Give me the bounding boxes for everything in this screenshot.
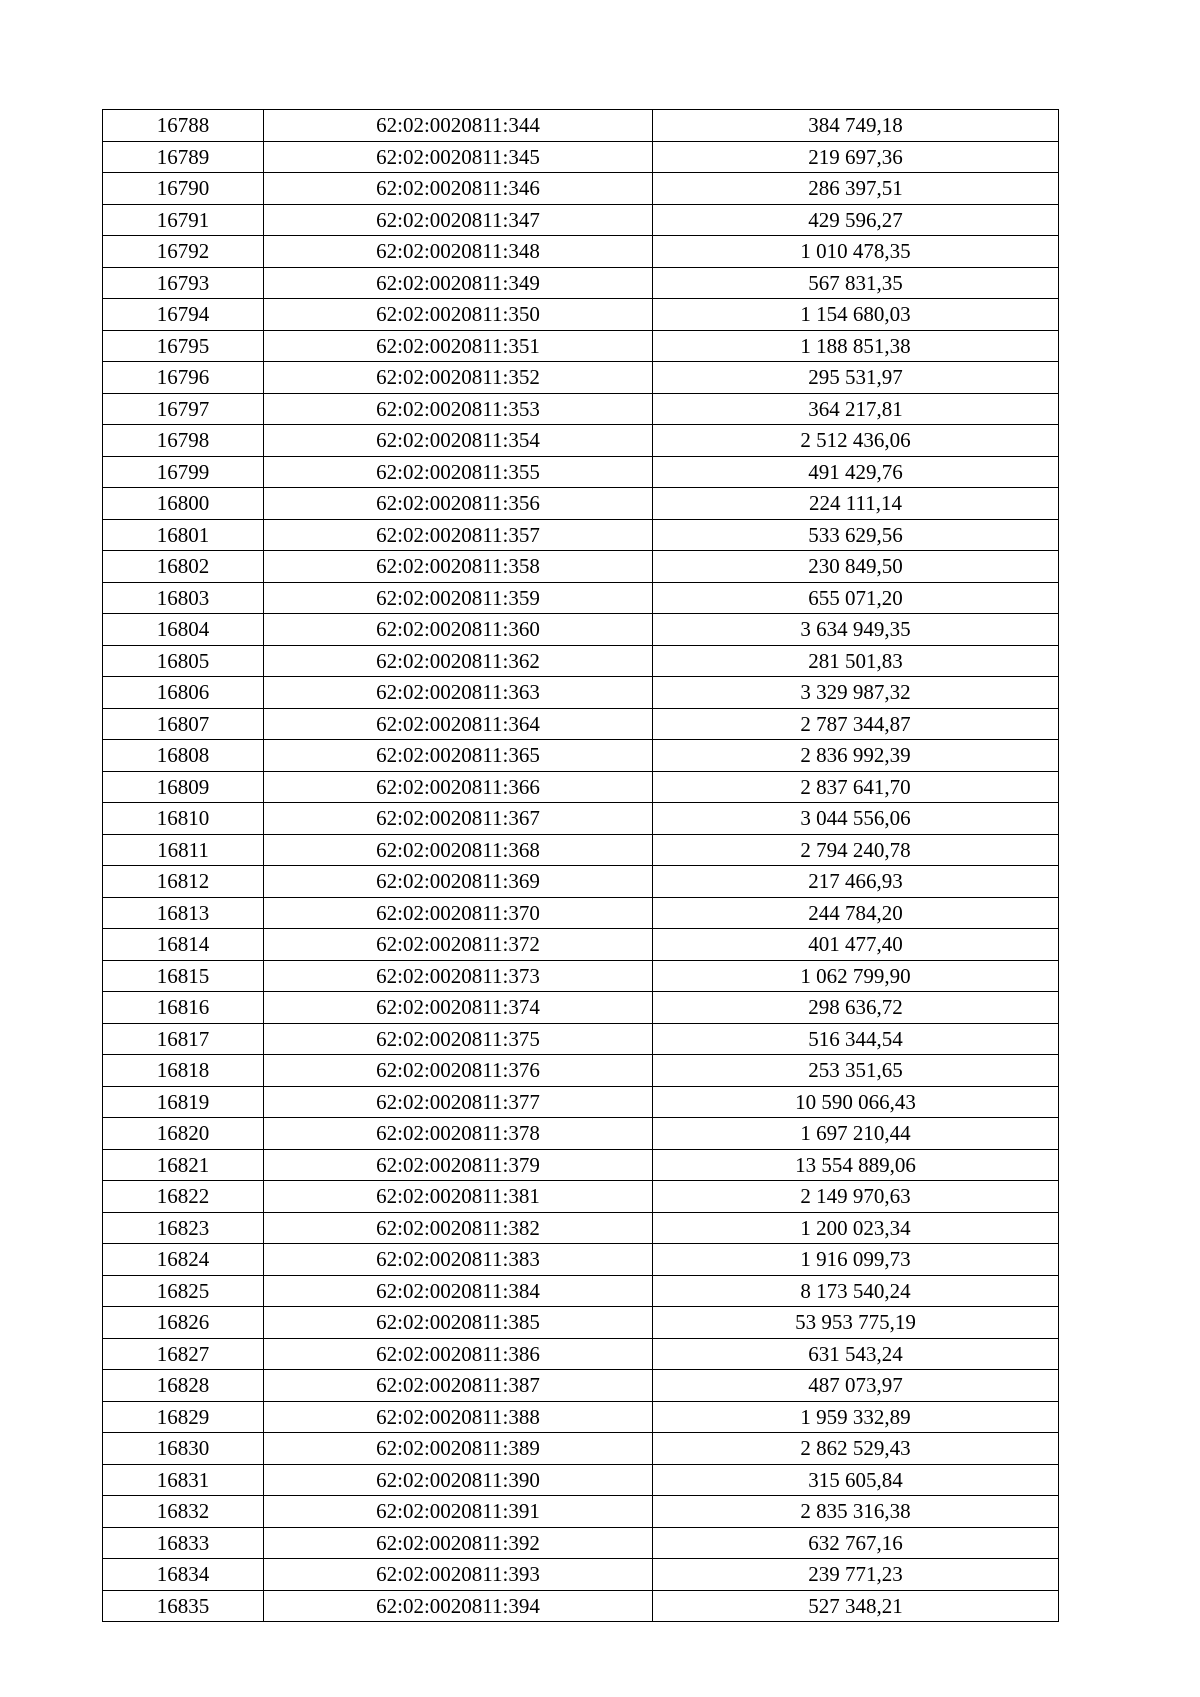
row-number-cell: 16791 [103,204,264,236]
cadastral-value-cell: 632 767,16 [653,1527,1059,1559]
cadastral-value-cell: 1 697 210,44 [653,1118,1059,1150]
cadastral-value-cell: 527 348,21 [653,1590,1059,1622]
table-row [103,1559,1059,1591]
row-number-cell: 16828 [103,1370,264,1402]
cadastral-number-cell: 62:02:0020811:383 [264,1244,653,1276]
row-number-cell: 16809 [103,771,264,803]
table-row [103,425,1059,457]
cadastral-number-cell: 62:02:0020811:354 [264,425,653,457]
cadastral-value-cell: 1 188 851,38 [653,330,1059,362]
cadastral-value-cell: 2 787 344,87 [653,708,1059,740]
cadastral-value-cell: 224 111,14 [653,488,1059,520]
row-number-cell: 16823 [103,1212,264,1244]
table-row [103,1181,1059,1213]
table-row [103,1527,1059,1559]
table-row [103,362,1059,394]
cadastral-value-cell: 315 605,84 [653,1464,1059,1496]
cadastral-value-cell: 3 329 987,32 [653,677,1059,709]
row-number-cell: 16799 [103,456,264,488]
row-number-cell: 16806 [103,677,264,709]
row-number-cell: 16833 [103,1527,264,1559]
cadastral-value-cell: 8 173 540,24 [653,1275,1059,1307]
table-row [103,551,1059,583]
cadastral-value-cell: 1 200 023,34 [653,1212,1059,1244]
cadastral-value-cell: 2 835 316,38 [653,1496,1059,1528]
row-number-cell: 16811 [103,834,264,866]
table-row [103,582,1059,614]
row-number-cell: 16829 [103,1401,264,1433]
cadastral-number-cell: 62:02:0020811:379 [264,1149,653,1181]
cadastral-number-cell: 62:02:0020811:372 [264,929,653,961]
cadastral-number-cell: 62:02:0020811:390 [264,1464,653,1496]
cadastral-value-cell: 239 771,23 [653,1559,1059,1591]
row-number-cell: 16793 [103,267,264,299]
cadastral-number-cell: 62:02:0020811:356 [264,488,653,520]
table-row [103,740,1059,772]
cadastral-number-cell: 62:02:0020811:389 [264,1433,653,1465]
cadastral-number-cell: 62:02:0020811:385 [264,1307,653,1339]
row-number-cell: 16796 [103,362,264,394]
cadastral-number-cell: 62:02:0020811:365 [264,740,653,772]
cadastral-value-cell: 491 429,76 [653,456,1059,488]
cadastral-number-cell: 62:02:0020811:375 [264,1023,653,1055]
cadastral-number-cell: 62:02:0020811:353 [264,393,653,425]
cadastral-number-cell: 62:02:0020811:347 [264,204,653,236]
cadastral-number-cell: 62:02:0020811:386 [264,1338,653,1370]
cadastral-number-cell: 62:02:0020811:387 [264,1370,653,1402]
row-number-cell: 16792 [103,236,264,268]
cadastral-number-cell: 62:02:0020811:367 [264,803,653,835]
row-number-cell: 16832 [103,1496,264,1528]
cadastral-number-cell: 62:02:0020811:357 [264,519,653,551]
row-number-cell: 16814 [103,929,264,961]
cadastral-number-cell: 62:02:0020811:376 [264,1055,653,1087]
cadastral-value-cell: 3 044 556,06 [653,803,1059,835]
row-number-cell: 16807 [103,708,264,740]
cadastral-value-cell: 1 959 332,89 [653,1401,1059,1433]
cadastral-value-cell: 631 543,24 [653,1338,1059,1370]
cadastral-number-cell: 62:02:0020811:373 [264,960,653,992]
table-row [103,645,1059,677]
row-number-cell: 16818 [103,1055,264,1087]
row-number-cell: 16815 [103,960,264,992]
cadastral-value-table [102,109,1059,1622]
table-body [103,110,1059,1622]
table-row [103,614,1059,646]
cadastral-value-cell: 2 149 970,63 [653,1181,1059,1213]
cadastral-number-cell: 62:02:0020811:348 [264,236,653,268]
cadastral-value-cell: 1 154 680,03 [653,299,1059,331]
table-row [103,1401,1059,1433]
cadastral-value-cell: 2 794 240,78 [653,834,1059,866]
cadastral-number-cell: 62:02:0020811:363 [264,677,653,709]
cadastral-number-cell: 62:02:0020811:346 [264,173,653,205]
cadastral-value-cell: 1 062 799,90 [653,960,1059,992]
cadastral-value-cell: 230 849,50 [653,551,1059,583]
row-number-cell: 16820 [103,1118,264,1150]
table-row [103,1590,1059,1622]
row-number-cell: 16824 [103,1244,264,1276]
cadastral-value-cell: 253 351,65 [653,1055,1059,1087]
cadastral-value-cell: 281 501,83 [653,645,1059,677]
cadastral-number-cell: 62:02:0020811:392 [264,1527,653,1559]
cadastral-number-cell: 62:02:0020811:364 [264,708,653,740]
table-row [103,992,1059,1024]
cadastral-value-cell: 2 837 641,70 [653,771,1059,803]
cadastral-number-cell: 62:02:0020811:393 [264,1559,653,1591]
row-number-cell: 16819 [103,1086,264,1118]
cadastral-number-cell: 62:02:0020811:355 [264,456,653,488]
table-row [103,897,1059,929]
cadastral-value-cell: 516 344,54 [653,1023,1059,1055]
cadastral-number-cell: 62:02:0020811:351 [264,330,653,362]
cadastral-value-cell: 1 010 478,35 [653,236,1059,268]
cadastral-value-cell: 2 512 436,06 [653,425,1059,457]
cadastral-number-cell: 62:02:0020811:344 [264,110,653,142]
cadastral-value-cell: 533 629,56 [653,519,1059,551]
row-number-cell: 16813 [103,897,264,929]
cadastral-value-cell: 2 836 992,39 [653,740,1059,772]
cadastral-number-cell: 62:02:0020811:378 [264,1118,653,1150]
table-row [103,1275,1059,1307]
cadastral-number-cell: 62:02:0020811:369 [264,866,653,898]
table-row [103,1370,1059,1402]
cadastral-number-cell: 62:02:0020811:381 [264,1181,653,1213]
row-number-cell: 16788 [103,110,264,142]
table-row [103,834,1059,866]
table-row [103,456,1059,488]
row-number-cell: 16810 [103,803,264,835]
row-number-cell: 16825 [103,1275,264,1307]
row-number-cell: 16805 [103,645,264,677]
cadastral-number-cell: 62:02:0020811:362 [264,645,653,677]
table-row [103,330,1059,362]
cadastral-value-cell: 401 477,40 [653,929,1059,961]
cadastral-number-cell: 62:02:0020811:360 [264,614,653,646]
cadastral-value-cell: 298 636,72 [653,992,1059,1024]
table-row [103,1496,1059,1528]
cadastral-value-cell: 244 784,20 [653,897,1059,929]
cadastral-value-cell: 286 397,51 [653,173,1059,205]
cadastral-number-cell: 62:02:0020811:374 [264,992,653,1024]
table-row [103,803,1059,835]
row-number-cell: 16801 [103,519,264,551]
table-row [103,141,1059,173]
cadastral-number-cell: 62:02:0020811:350 [264,299,653,331]
cadastral-value-cell: 364 217,81 [653,393,1059,425]
table-row [103,1118,1059,1150]
row-number-cell: 16826 [103,1307,264,1339]
table-row [103,110,1059,142]
row-number-cell: 16830 [103,1433,264,1465]
row-number-cell: 16803 [103,582,264,614]
cadastral-value-cell: 13 554 889,06 [653,1149,1059,1181]
table-row [103,1307,1059,1339]
cadastral-number-cell: 62:02:0020811:370 [264,897,653,929]
cadastral-number-cell: 62:02:0020811:388 [264,1401,653,1433]
row-number-cell: 16816 [103,992,264,1024]
table-row [103,1244,1059,1276]
cadastral-value-cell: 487 073,97 [653,1370,1059,1402]
cadastral-value-cell: 2 862 529,43 [653,1433,1059,1465]
row-number-cell: 16795 [103,330,264,362]
row-number-cell: 16789 [103,141,264,173]
cadastral-number-cell: 62:02:0020811:366 [264,771,653,803]
table-row [103,204,1059,236]
table-row [103,929,1059,961]
table-row [103,267,1059,299]
table-row [103,236,1059,268]
row-number-cell: 16802 [103,551,264,583]
table-row [103,519,1059,551]
cadastral-value-cell: 53 953 775,19 [653,1307,1059,1339]
row-number-cell: 16797 [103,393,264,425]
row-number-cell: 16821 [103,1149,264,1181]
table-row [103,1055,1059,1087]
cadastral-number-cell: 62:02:0020811:349 [264,267,653,299]
row-number-cell: 16827 [103,1338,264,1370]
row-number-cell: 16808 [103,740,264,772]
row-number-cell: 16817 [103,1023,264,1055]
cadastral-value-cell: 384 749,18 [653,110,1059,142]
row-number-cell: 16800 [103,488,264,520]
row-number-cell: 16835 [103,1590,264,1622]
row-number-cell: 16831 [103,1464,264,1496]
row-number-cell: 16798 [103,425,264,457]
row-number-cell: 16804 [103,614,264,646]
row-number-cell: 16794 [103,299,264,331]
table-row [103,393,1059,425]
table-row [103,771,1059,803]
cadastral-value-cell: 567 831,35 [653,267,1059,299]
cadastral-number-cell: 62:02:0020811:368 [264,834,653,866]
row-number-cell: 16790 [103,173,264,205]
table-row [103,1433,1059,1465]
table-row [103,708,1059,740]
cadastral-value-cell: 217 466,93 [653,866,1059,898]
table-row [103,1464,1059,1496]
cadastral-number-cell: 62:02:0020811:394 [264,1590,653,1622]
table-row [103,1023,1059,1055]
table-row [103,488,1059,520]
table-row [103,1086,1059,1118]
cadastral-number-cell: 62:02:0020811:391 [264,1496,653,1528]
cadastral-value-cell: 295 531,97 [653,362,1059,394]
cadastral-number-cell: 62:02:0020811:352 [264,362,653,394]
table-row [103,960,1059,992]
cadastral-number-cell: 62:02:0020811:345 [264,141,653,173]
cadastral-number-cell: 62:02:0020811:382 [264,1212,653,1244]
row-number-cell: 16822 [103,1181,264,1213]
cadastral-number-cell: 62:02:0020811:384 [264,1275,653,1307]
table-row [103,1338,1059,1370]
table-row [103,1149,1059,1181]
cadastral-value-cell: 219 697,36 [653,141,1059,173]
table-row [103,299,1059,331]
row-number-cell: 16812 [103,866,264,898]
cadastral-value-cell: 10 590 066,43 [653,1086,1059,1118]
cadastral-number-cell: 62:02:0020811:377 [264,1086,653,1118]
cadastral-number-cell: 62:02:0020811:358 [264,551,653,583]
table-row [103,866,1059,898]
cadastral-value-cell: 3 634 949,35 [653,614,1059,646]
table-row [103,1212,1059,1244]
row-number-cell: 16834 [103,1559,264,1591]
table-row [103,677,1059,709]
table-row [103,173,1059,205]
cadastral-number-cell: 62:02:0020811:359 [264,582,653,614]
cadastral-value-cell: 655 071,20 [653,582,1059,614]
cadastral-value-cell: 429 596,27 [653,204,1059,236]
cadastral-value-cell: 1 916 099,73 [653,1244,1059,1276]
